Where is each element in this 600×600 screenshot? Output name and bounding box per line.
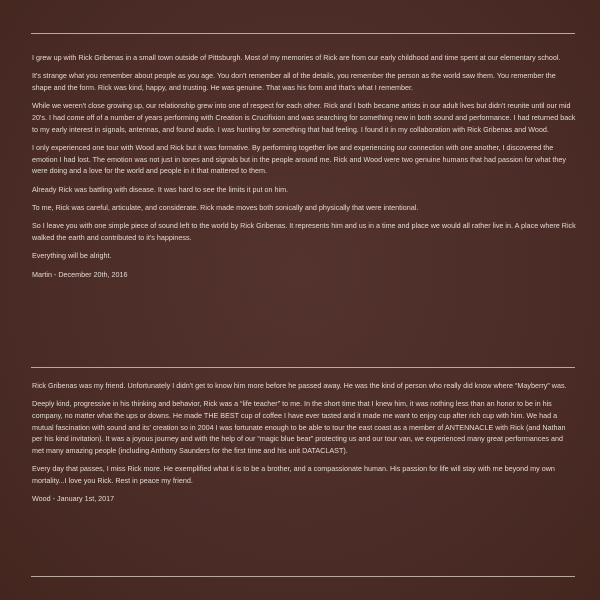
signature-line: Wood - January 1st, 2017 (32, 494, 115, 504)
paragraph: It's strange what you remember about people as you age. You don't remember all of the details, you remember the person as the world saw them. You remember the shape and the form. Rick was kind, happy, and trusting. He was genuine. That was his form and that's what I remember. (32, 71, 556, 92)
middle-divider (31, 367, 575, 368)
paragraph: So I leave you with one simple piece of sound left to the world by Rick Gribenas. It represents him and us in a time and place we would all rather live in. A place where Rick walked the earth and contributed to it's happiness. (32, 221, 576, 242)
paragraph: I only experienced one tour with Wood and Rick but it was formative. By performing together live and experiencing our connection with one another, I discovered the emotion I had lost. The emotion was not just in tones and signals but in the people around me. Rick and Wood were two genuine humans that had passion for what they were doing and a love for the world and people in it that mattered to them. (32, 142, 566, 176)
paragraph: Rick Gribenas was my friend. Unfortunately I didn't get to know him more before he passed away. He was the kind of person who really did know where “Mayberry” was. (32, 381, 567, 390)
top-divider (31, 33, 575, 34)
paragraph: Every day that passes, I miss Rick more. He exemplified what it is to be a brother, and a compassionate human. His passion for life will stay with me beyond my own mortality...I love you Rick. Rest in peace my friend. (32, 464, 555, 485)
signature-line: Martin - December 20th, 2016 (32, 269, 128, 279)
paragraph: While we weren't close growing up, our relationship grew into one of respect for each other. Rick and I both became artists in our adult lives but didn't reunite until our mid 20's. I had come off of a number of years performing with Creation is Crucifixion and was searching for something new in both sound and performance. I had returned back to my early interest in signals, antennas, and found audio. I was hunting for something that had feeling. I found it in my collaboration with Rick Gribenas and Wood. (32, 101, 576, 134)
paragraph: Deeply kind, progressive in his thinking and behavior, Rick was a “life teacher” to me. In the short time that I knew him, it was nothing less than an honor to be in his company, no matter what the ups or downs. He made THE BEST cup of coffee I have ever tasted and it made me want to enjoy cup after rich cup with him. We had a mutual fascination with sound and its' creation so in 2004 I was fortunate enough to be able to tour the east coast as a member of ANTENNACLE with Rick (and Nathan per his kind invitation). It was a joyous journey and with the help of our “magic blue bear” protecting us and our tour van, we experienced many great performances and met many amazing people (including Anthony Saunders for the first time and his unit DATACLAST). (32, 399, 566, 455)
paragraph: Already Rick was battling with disease. It was hard to see the limits it put on him. (32, 184, 289, 194)
wood-tribute-section (32, 380, 576, 512)
paragraph: To me, Rick was careful, articulate, and considerate. Rick made moves both sonically and physically that were intentional. (32, 202, 419, 212)
paragraph: Everything will be alright. (32, 251, 112, 261)
bottom-divider (31, 576, 575, 577)
martin-tribute-section (32, 52, 576, 287)
paragraph: I grew up with Rick Gribenas in a small town outside of Pittsburgh. Most of my memories of Rick are from our early childhood and time spent at our elementary school. (32, 53, 561, 62)
